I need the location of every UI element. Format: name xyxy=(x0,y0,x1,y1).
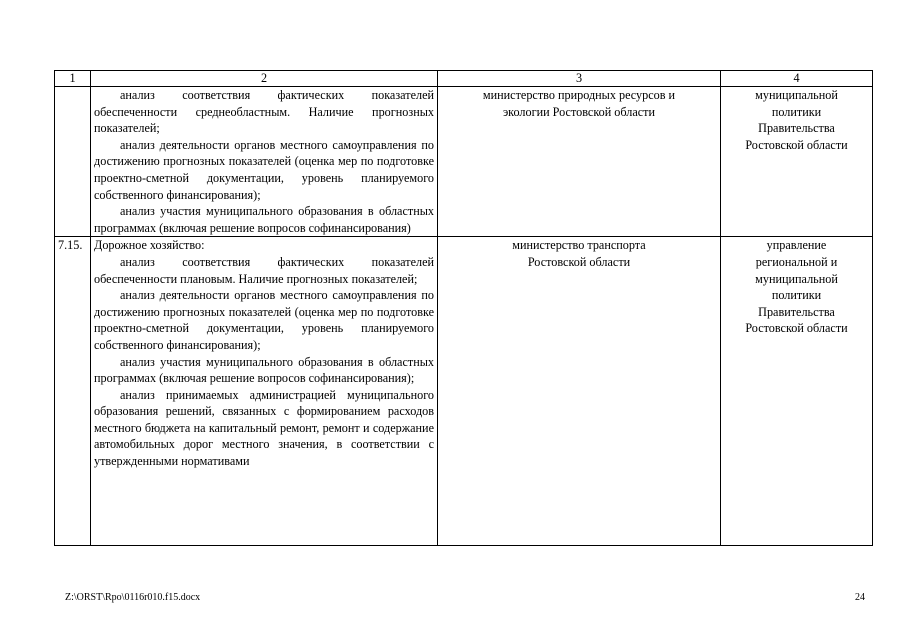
paragraph: анализ принимаемых администрацией муниципального образования решений, связанных с формированием расходов местного бюджета на капитальный ремонт, ремонт и содержание автомобильных дорог местного значения, в соответствии с утвержденными нормативами xyxy=(94,387,434,469)
text-line: Ростовской области xyxy=(527,254,631,269)
paragraph: анализ соответствия фактических показателей обеспеченности плановым. Наличие прогнозных показателей; xyxy=(94,254,434,286)
description-cell xyxy=(91,87,438,237)
row-number-cell: 7.15. xyxy=(55,237,91,546)
coordinator-cell xyxy=(721,237,873,546)
footer-page-number: 24 xyxy=(855,592,865,603)
header-cell-3: 3 xyxy=(438,71,721,87)
responsible-ministry-cell xyxy=(438,237,721,546)
footer-file-path: Z:\ORST\Rpo\0116r010.f15.docx xyxy=(65,592,201,603)
paragraph: анализ соответствия фактических показателей обеспеченности среднеобластным. Наличие прогнозных показателей; xyxy=(94,88,434,136)
row-number-cell xyxy=(55,87,91,237)
paragraph: анализ деятельности органов местного самоуправления по достижению прогнозных показателей (оценка мер по подготовке проектно-сметной документации, уровень планируемого собственного финансирования); xyxy=(94,288,434,352)
header-cell-1: 1 xyxy=(55,71,91,87)
paragraph: анализ деятельности органов местного самоуправления по достижению прогнозных показателей (оценка мер по подготовке проектно-сметной документации, уровень планируемого собственного финансирования); xyxy=(94,137,434,202)
text-line: управление xyxy=(766,238,827,253)
table-row xyxy=(55,87,873,237)
text-line: министерство природных ресурсов и xyxy=(482,88,676,102)
document-table xyxy=(54,70,873,546)
table-header-row xyxy=(55,71,873,87)
paragraph: анализ участия муниципального образования в областных программах (включая решение вопросов софинансирования) xyxy=(94,204,434,235)
header-cell-2: 2 xyxy=(91,71,438,87)
text-line: муниципальной xyxy=(755,88,838,102)
text-line: региональной и xyxy=(755,254,838,269)
text-line: политики xyxy=(771,288,822,303)
section-title: Дорожное хозяйство: xyxy=(94,238,205,253)
paragraph: анализ участия муниципального образования в областных программах (включая решение вопросов софинансирования); xyxy=(94,354,434,386)
responsible-ministry-cell xyxy=(438,87,721,237)
text-line: министерство транспорта xyxy=(512,238,646,253)
text-line: Правительства xyxy=(758,304,835,319)
text-line: муниципальной xyxy=(755,271,838,286)
text-line: Ростовской области xyxy=(745,137,848,152)
description-cell xyxy=(91,237,438,546)
coordinator-cell xyxy=(721,87,873,237)
text-line: политики xyxy=(771,104,822,119)
text-line: Правительства xyxy=(758,121,835,136)
text-line: экологии Ростовской области xyxy=(502,104,656,119)
text-line: Ростовской области xyxy=(745,321,848,336)
table-row xyxy=(55,237,873,546)
header-cell-4: 4 xyxy=(721,71,873,87)
